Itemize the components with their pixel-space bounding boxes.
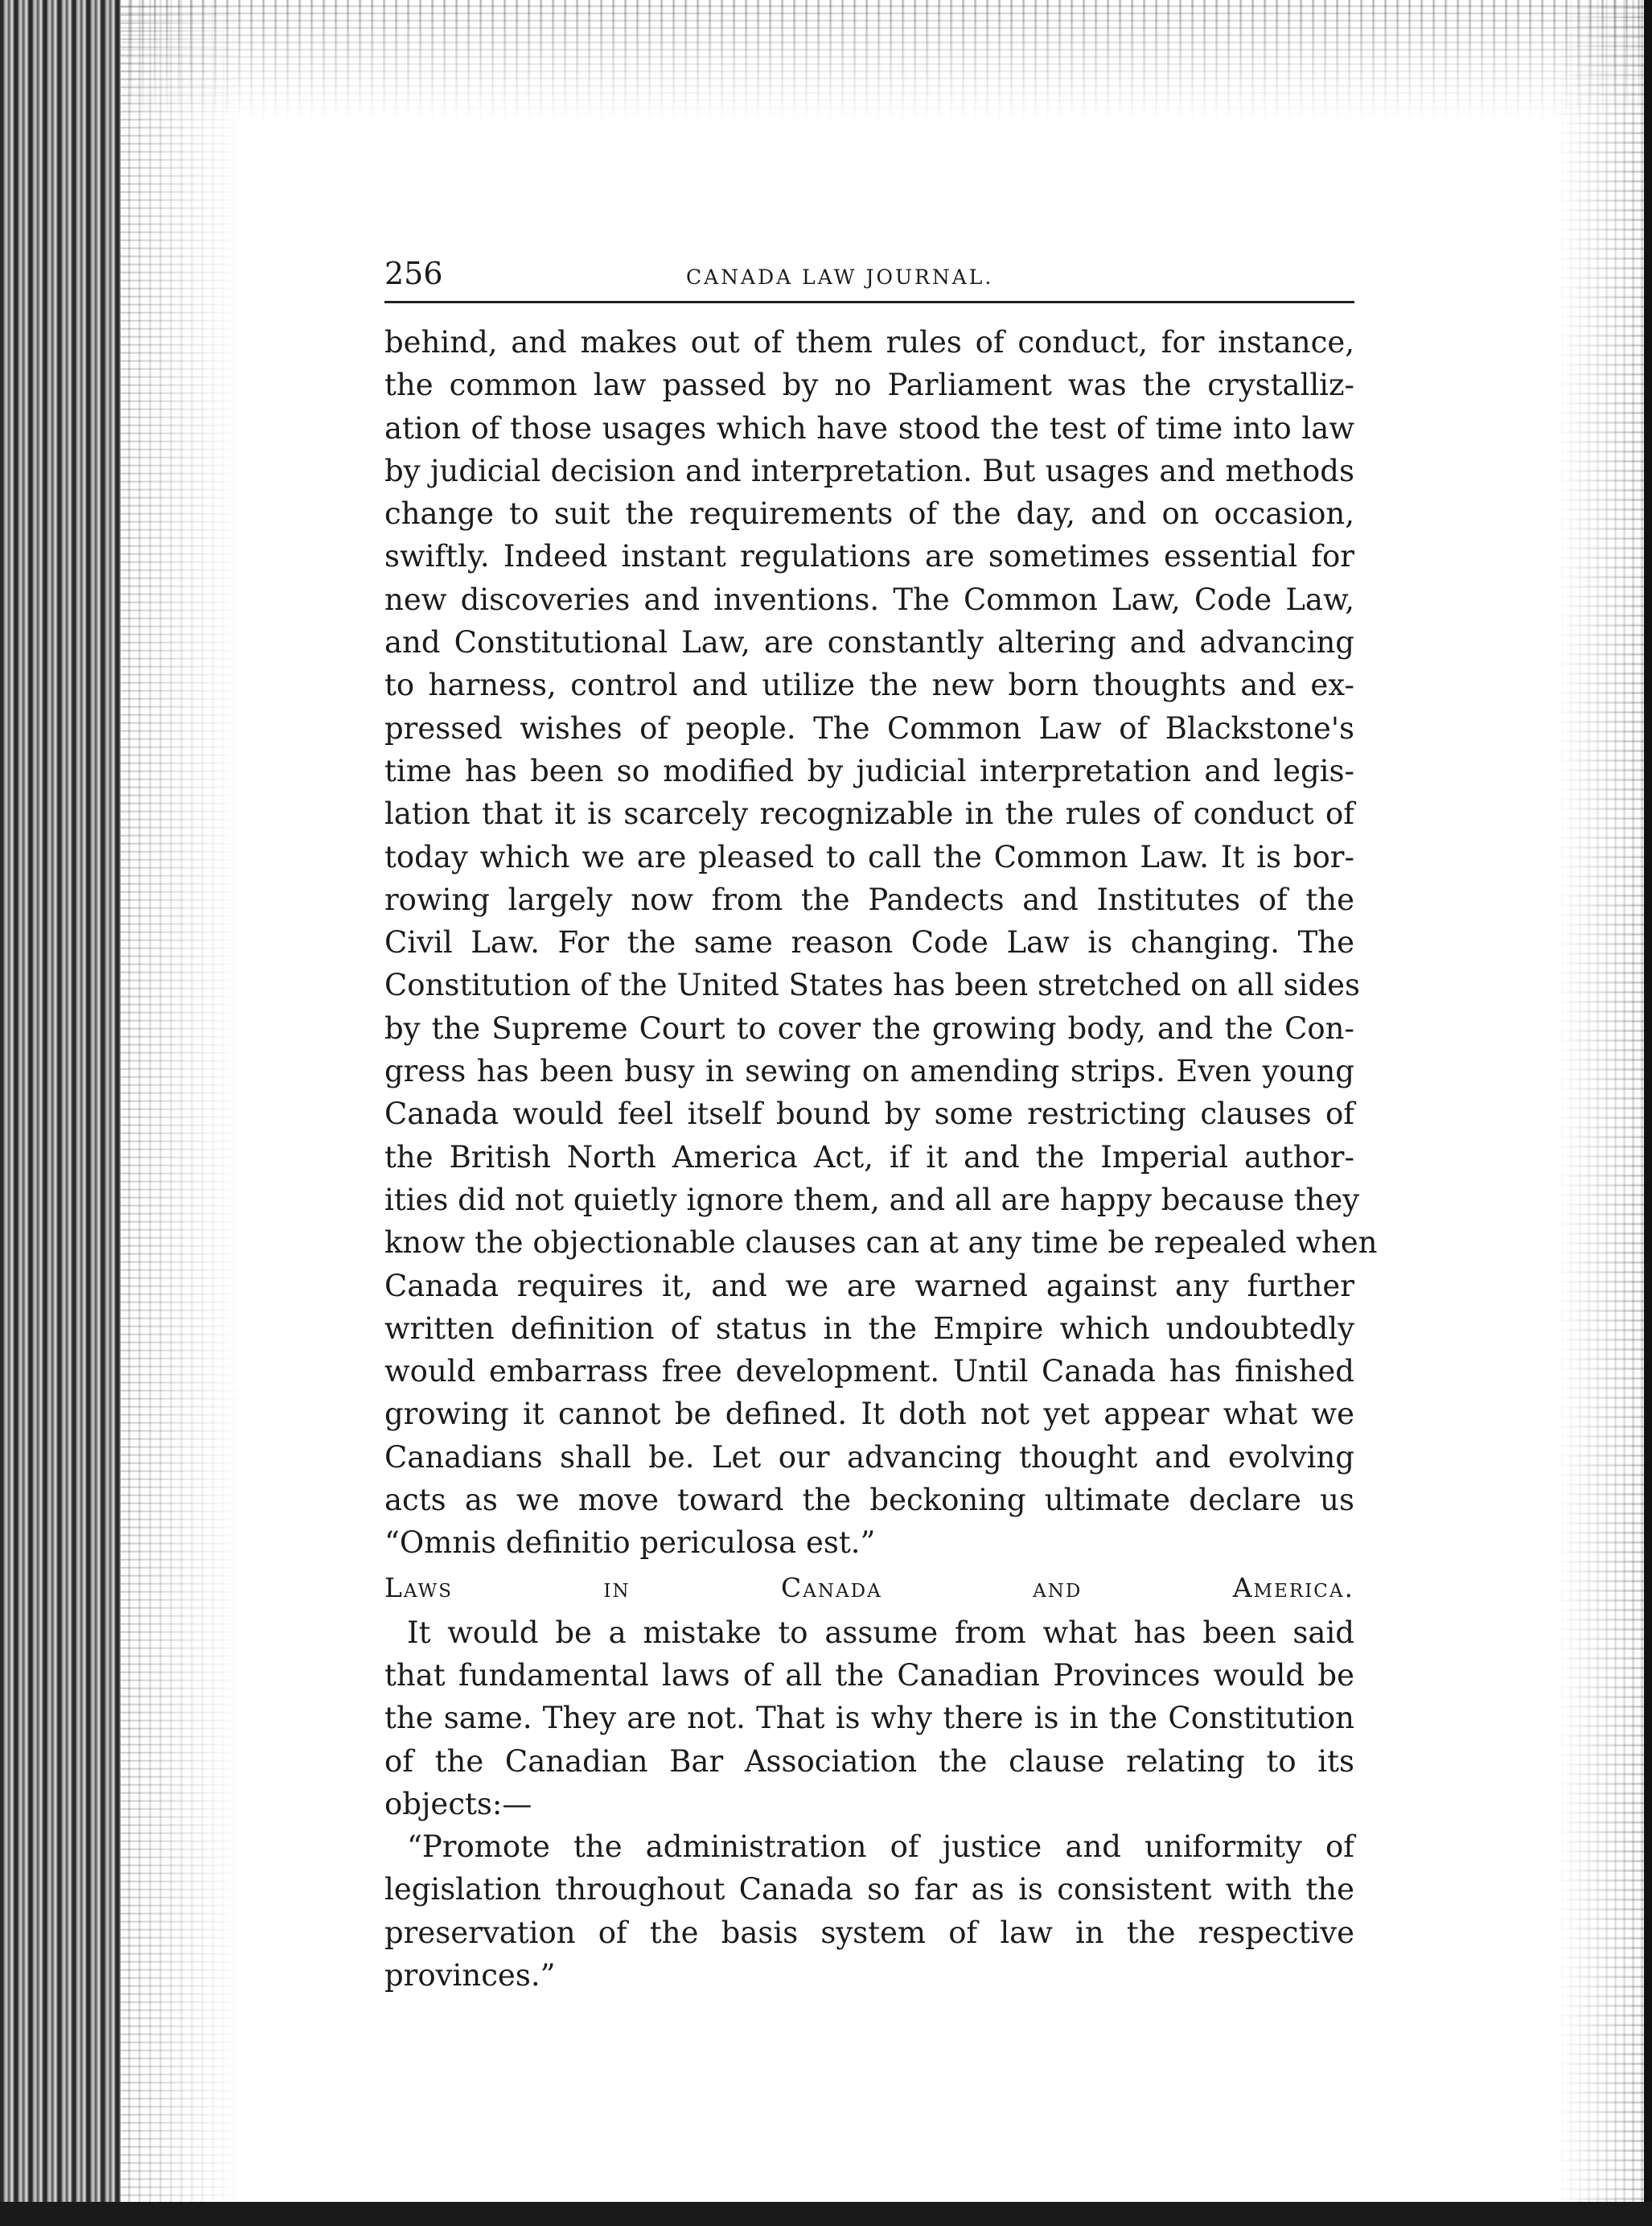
text-line: “Omnis definitio periculosa est.” [384,1525,876,1561]
text-line: Constitution of the United States has been stretched on all sides [384,968,1360,1003]
text-line: Canadians shall be. Let our advancing thought and evolving [384,1439,1354,1475]
book-spine-shadow [0,0,121,2226]
text-line: growing it cannot be defined. It doth not yet appear what we [384,1397,1354,1432]
text-line: know the objectionable clauses can at any time be repealed when [384,1225,1378,1261]
text-line: acts as we move toward the beckoning ultimate declare us [384,1483,1354,1518]
text-line: the common law passed by no Parliament was the crystalliz- [384,368,1354,403]
scan-noise-top [121,0,1652,121]
text-line: new discoveries and inventions. The Common Law, Code Law, [384,582,1354,617]
text-line: “Promote the administration of justice and uniformity of [407,1829,1354,1865]
text-line: provinces.” [384,1957,556,1993]
scan-noise-left [121,0,241,2226]
text-line: of the Canadian Bar Association the clause relating to its [384,1743,1354,1779]
text-line: ation of those usages which have stood the test of time into law [384,410,1354,446]
text-line: written definition of status in the Empire which undoubtedly [384,1311,1354,1346]
page-number: 256 [384,256,443,291]
text-line: that fundamental laws of all the Canadian Provinces would be [384,1657,1354,1693]
text-line: It would be a mistake to assume from what has been said [407,1615,1354,1650]
block-quotation [384,1825,1354,1997]
text-line: the British North America Act, if it and the Imperial author- [384,1139,1354,1175]
text-line: would embarrass free development. Until Canada has finished [384,1354,1354,1389]
text-line: pressed wishes of people. The Common Law of Blackstone's [384,710,1354,746]
text-line: today which we are pleased to call the Common Law. It is bor- [384,839,1354,874]
text-line: the same. They are not. That is why there is in the Constitution [384,1701,1354,1736]
text-line: legislation throughout Canada so far as is consistent with the [384,1872,1354,1907]
text-line: by judicial decision and interpretation. But usages and methods [384,453,1354,488]
text-line: Civil Law. For the same reason Code Law is changing. The [384,925,1354,961]
text-line: preservation of the basis system of law in the respective [384,1915,1354,1950]
paragraph-continuation [384,321,1378,1565]
journal-title: CANADA LAW JOURNAL. [686,265,994,289]
scan-border-right [1644,0,1652,2226]
text-line: gress has been busy in sewing on amending strips. Even young [384,1054,1354,1089]
section-heading: Laws in Canada and America. [384,1571,1354,1603]
text-line: change to suit the requirements of the day, and on occasion, [384,496,1354,532]
text-line: Canada requires it, and we are warned against any further [384,1268,1354,1303]
text-line: ities did not quietly ignore them, and all are happy because they [384,1182,1360,1217]
text-line: swiftly. Indeed instant regulations are sometimes essential for [384,539,1354,574]
scan-border-bottom [0,2202,1652,2226]
text-line: objects:— [384,1786,532,1821]
text-line: and Constitutional Law, are constantly altering and advancing [384,625,1354,660]
text-line: time has been so modified by judicial interpretation and legis- [384,753,1354,788]
text-line: by the Supreme Court to cover the growing body, and the Con- [384,1010,1354,1046]
scan-noise-right [1555,0,1652,2226]
journal-page [384,256,1378,1997]
text-line: rowing largely now from the Pandects and Institutes of the [384,882,1354,917]
paragraph [384,1611,1354,1825]
text-line: Canada would feel itself bound by some restricting clauses of [384,1097,1354,1132]
text-line: to harness, control and utilize the new born thoughts and ex- [384,668,1354,703]
article-body [384,321,1378,1997]
running-head [384,256,1354,303]
text-line: lation that it is scarcely recognizable in the rules of conduct of [384,796,1354,832]
text-line: behind, and makes out of them rules of conduct, for instance, [384,325,1354,360]
